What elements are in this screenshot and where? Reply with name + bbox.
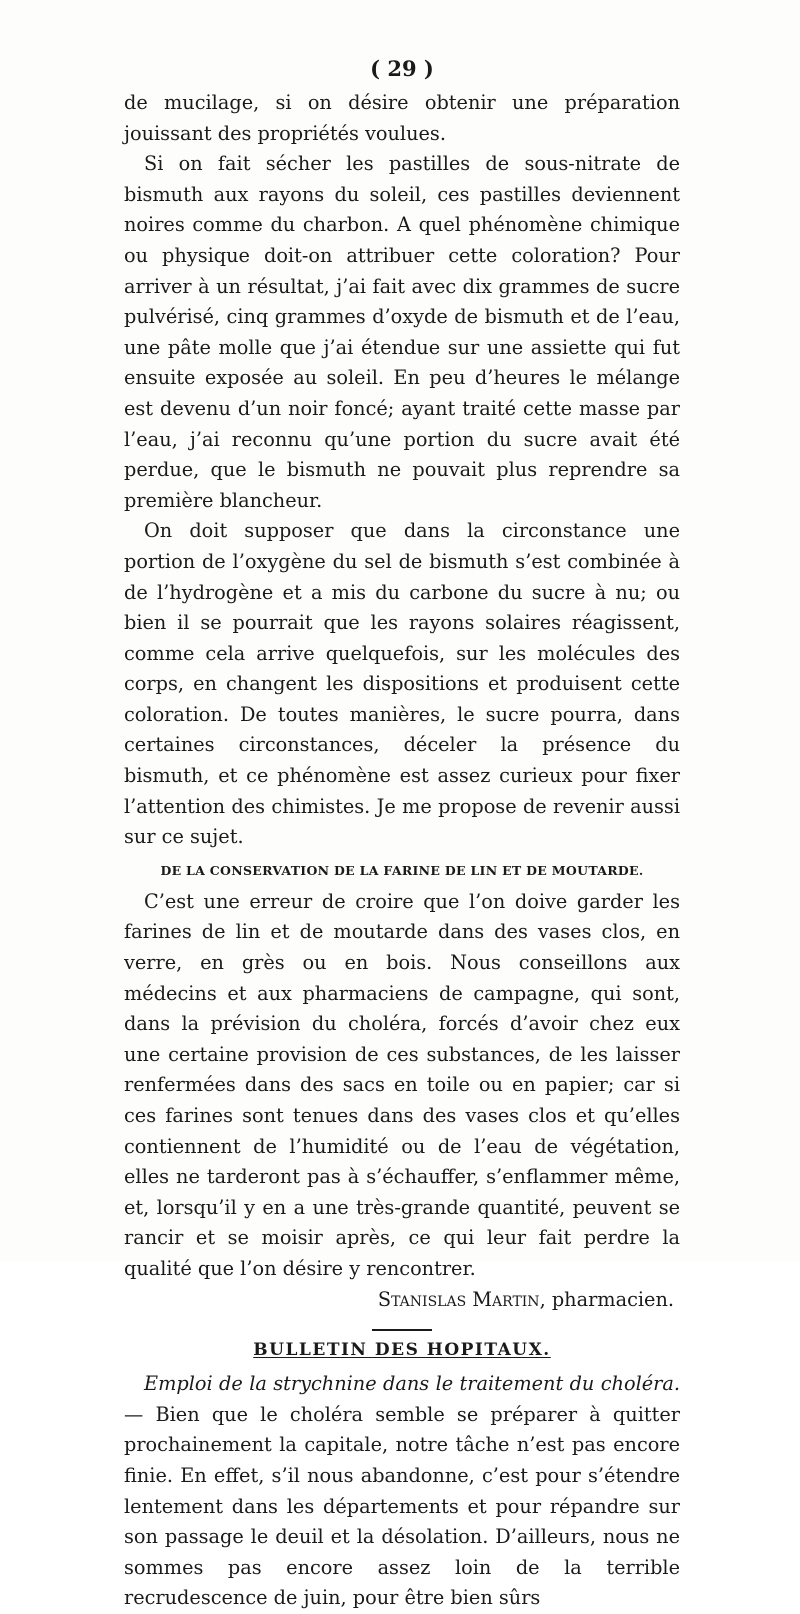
bulletin-heading: BULLETIN DES HOPITAUX. [253,1340,551,1361]
paragraph-pastilles-bismuth: Si on fait sécher les pastilles de sous-nitrate de bismuth aux rayons du soleil, ces pastilles deviennent noires comme du charbon. A quel phénomène chimique ou physique doit-on attribuer cette coloration? Pour arriver à un résultat, j’ai fait avec dix grammes de sucre pulvérisé, cinq grammes d’oxyde de bismuth et de l’eau, une pâte molle que j’ai étendue sur une assiette qui fut ensuite exposée au soleil. En peu d’heures le mélange est devenu d’un noir foncé; ayant traité cette masse par l’eau, j’ai reconnu qu’une portion du sucre avait été perdue, que le bismuth ne pouvait plus reprendre sa première blancheur. [124,152,680,512]
page-number: ( 29 ) [370,56,434,81]
page-text-block [124,54,680,1614]
author-title: , pharmacien. [539,1287,674,1311]
author-signature [124,1285,674,1316]
author-name: Stanislas Martin [377,1287,540,1311]
section-heading-conservation: DE LA CONSERVATION DE LA FARINE DE LIN ET DE MOUTARDE. [160,862,644,878]
lead-dash: — [124,1402,156,1426]
paragraph-oxygene-hypothesis: On doit supposer que dans la circonstance une portion de l’oxygène du sel de bismuth s’est combinée à de l’hydrogène et a mis du carbone du sucre à nu; ou bien il se pourrait que les rayons solaires réagissent, comme cela arrive quelquefois, sur les molécules des corps, en changent les dispositions et produisent cette coloration. De toutes manières, le sucre pourra, dans certaines circonstances, déceler la présence du bismuth, et ce phénomène est assez curieux pour fixer l’attention des chimistes. Je me propose de revenir aussi sur ce sujet. [124,519,680,849]
article-lead-title: Emploi de la strychnine dans le traitement du choléra. [144,1372,680,1396]
paragraph-farines-conservation: C’est une erreur de croire que l’on doive garder les farines de lin et de moutarde dans des vases clos, en verre, en grès ou en bois. Nous conseillons aux médecins et aux pharmaciens de campagne, qui sont, dans la prévision du choléra, forcés d’avoir chez eux une certaine provision de ces substances, de les laisser renfermées dans des sacs en toile ou en papier; car si ces farines sont tenues dans des vases clos et qu’elles contiennent de l’humidité ou de l’eau de végétation, elles ne tarderont pas à s’échauffer, s’enflammer même, et, lorsqu’il y en a une très-grande quantité, peuvent se rancir et se moisir après, ce qui leur fait perdre la qualité que l’on désire y rencontrer. [124,889,680,1280]
paragraph-strychnine [124,1369,680,1614]
paragraph-mucilage: de mucilage, si on désire obtenir une préparation jouissant des propriétés voulues. [124,91,680,145]
article-body: Bien que le choléra semble se préparer à quitter prochainement la capitale, notre tâche n’est pas encore finie. En effet, s’il nous abandonne, c’est pour s’étendre lentement dans les départements et pour répandre sur son passage le deuil et la désolation. D’ailleurs, nous ne sommes pas encore assez loin de la terrible recrudescence de juin, pour être bien sûrs [124,1402,680,1610]
section-divider [372,1329,432,1331]
